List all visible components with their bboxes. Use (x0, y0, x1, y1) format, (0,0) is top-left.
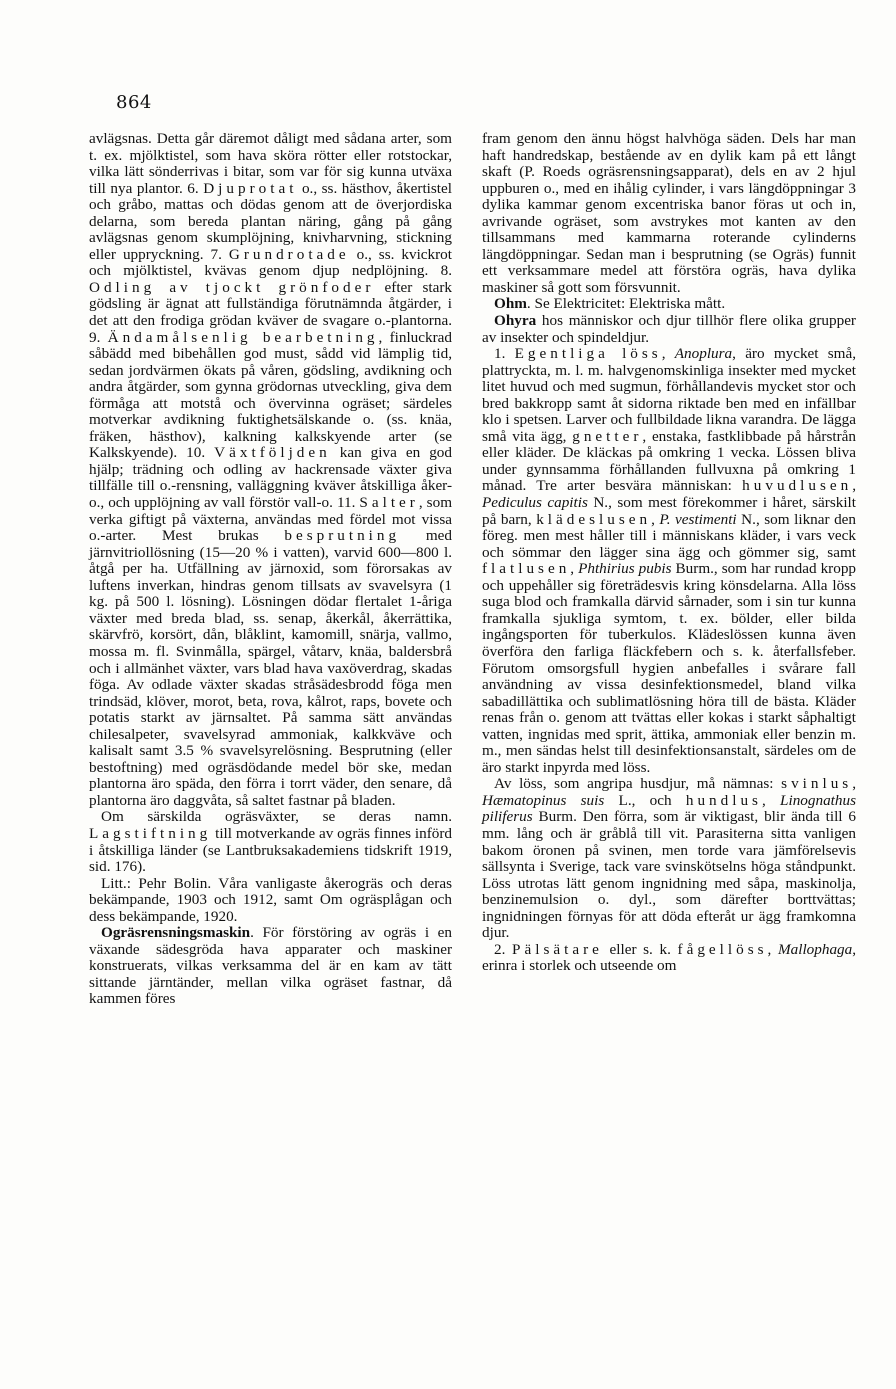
text-run: N., som mest förekommer i håret, särskilt på barn, (482, 494, 856, 528)
spaced-term: Odling av tjockt grönfoder (89, 278, 375, 296)
spaced-term: gnetter (572, 427, 643, 445)
paragraph (482, 346, 856, 776)
spaced-term: besprutning (284, 527, 401, 545)
text-run: o., ss. hästhov, åkertistel och gråbo, mattas och dödas genom att de överjordiska delarna, som bereda plantan näring, gång på gång avlägsnas genom skumplöjning, knivharvning, stickning eller uppryckning. 7. (89, 179, 452, 263)
text-run: 1. (494, 345, 515, 363)
text-run: , finluckrad såbädd med bibehållen god must, sådd vid lämplig tid, sedan jordvärmen ökats på våren, gödsling, avdikning och andra åtgärder, som gynna grödornas utveckling, giva dem förmåga att motstå och övervinna ogräset; särdeles motverkar avdikning fuktighetsälskande o. (ss. knäa, fräken, hästhov), kalkning kalkskyende arter (se Kalkskyende). 10. (89, 328, 452, 462)
page-number: 864 (116, 92, 152, 113)
paragraph (482, 942, 856, 975)
paragraph (482, 296, 856, 313)
text-run: o., ss. kvickrot och mjölktistel, kvävas genom djup nedplöjning. 8. (89, 245, 452, 280)
entry-headword: Ohyra (494, 312, 537, 330)
text-run: , (651, 510, 660, 528)
spaced-term: huvudlusen (742, 477, 853, 495)
paragraph (482, 776, 856, 941)
entry-headword: Ohm (494, 295, 527, 313)
spaced-term: Ändamålsenlig bearbetning (107, 328, 379, 346)
text-run: Burm., som har rundad kropp och uppehåller sig företrädesvis kring könsdelarna. Alla löss suga blod och framkalla därvid sårnader, som i sin tur kunna framkalla sjukliga symtom, t. ex. bölder, eller bilda ingångsporten för tuberkulos. Klädeslössen kunna även överföra den farliga fläckfebern och s. k. återfallsfeber. Förutom omsorgsfull hygien anbefalles i svårare fall användning av vissa desinfektionsmedel, bland vilka sabadillättika och sublimatlösning höra till de bästa. Kläder renas från o. genom att tvättas eller kokas i starkt såphaltigt vatten, ingnidas med sprit, ättika, ammoniak eller benzin m. m., men sändas helst till desinfektionsanstalt, särdeles om de äro starkt inpyrda med löss. (482, 560, 857, 776)
paragraph (482, 313, 856, 346)
text-run: eller s. k. (602, 940, 678, 958)
spaced-term: Salter (359, 494, 419, 512)
left-text-column (89, 131, 452, 1008)
latin-name: P. vestimenti (659, 510, 737, 528)
text-run: kan giva en god hjälp; trädning och odling av hackrensade växter giva tillfälle till o.-rensning, valläggning kväver åtskilliga åker-o., och upplöjning av vall förstör vall-o. 11. (89, 444, 452, 512)
text-run: , (852, 775, 856, 793)
text-run: , enstaka, fastklibbade på hårstrån eller kläder. De kläckas på omkring 1 vecka. Lössen bliva under gynnsamma förhållanden fullvuxna på omkring 1 månad. Tre arter besvära människan: (482, 427, 856, 495)
text-run: Av löss, som angripa husdjur, må nämnas: (494, 775, 782, 793)
text-run: , (767, 940, 778, 958)
text-run: . Se Elektricitet: Elektriska mått. (526, 295, 726, 313)
text-run: Om särskilda ogräsväxter, se deras namn. (101, 808, 452, 826)
paragraph (89, 131, 452, 809)
spaced-term: fågellöss (677, 940, 768, 958)
latin-name: Pediculus capitis (482, 494, 588, 512)
text-run: fram genom den ännu högst halvhöga säden. Dels har man haft handredskap, bestående av en dylik kam på ett långt skaft (P. Roeds ogräsrensningsapparat), dels en av 2 hjul uppburen o., med en ihålig cylinder, i vars längdöppningar 3 dylika kammar genom excentriska banor föras ut och in, avrivande ogräset, som avstrykes mot kanten av den tillsammans med kammarna roterande cylinderns längdöppningar. Sedan man i besprutning (se Ogräs) funnit ett verksammare medel att förstöra ogräs, hava dylika maskiner så gott som försvunnit. (482, 130, 856, 296)
text-run: 2. (494, 940, 513, 958)
text-run: , (852, 477, 856, 495)
text-run: , äro mycket små, plattryckta, m. l. m. halvgenomskinliga insekter med mycket litet huvud och med sugmun, förhållandevis mycket stor och bred bakkropp samt åt sidorna riktade ben med en infällbar klo i spetsen. Larver och fullbildade likna varandra. De lägga små vita ägg, (482, 345, 857, 445)
paragraph (482, 131, 856, 296)
text-run: , som verka giftigt på växterna, användas med fördel mot vissa o.-arter. Mest brukas (89, 494, 453, 545)
text-run: Litt.: Pehr Bolin. Våra vanligaste åkerogräs och deras bekämpande, 1903 och 1912, samt Om ogräsplågan och dess bekämpande, 1920. (89, 874, 452, 925)
paragraph (89, 809, 452, 875)
latin-name: Linognathus piliferus (482, 791, 856, 826)
spaced-term: hundlus (685, 791, 762, 809)
spaced-term: Pälsätare (512, 940, 603, 958)
text-run: . För förstöring av ogräs i en växande sädesgröda hava apparater och maskiner konstruerats, vilkas verksamma del är en kam av tätt sittande järntänder, mellan vilka ogräset fastnar, då kammen föres (89, 924, 452, 1008)
entry-headword: Ogräsrensningsmaskin (101, 924, 251, 942)
paragraph (89, 925, 452, 1008)
latin-name: Mallophaga (777, 940, 853, 958)
text-run: Burm. Den förra, som är viktigast, blir ända till 6 mm. lång och är gråblå till vit. Parasiterna sitta vanligen bakom öronen på svinen, men torde vara jämförelsevis sällsynta i Sverige, tack vare svinskötselns höga ståndpunkt. Löss utrotas lätt genom ingnidning med såpa, maskinolja, benzinemulsion o. dyl., som därefter borttvättas; ingnidningen förnyas för att döda efteråt ur ägg framkomna djur. (482, 808, 856, 942)
spaced-term: flatlusen (482, 560, 571, 578)
right-text-column (482, 131, 856, 975)
text-run: med järnvitriollösning (15—20 % i vatten), varvid 600—800 l. åtgå per ha. Utfällning av järnoxid, som förorsakas av luftens inverkan, hindras genom tillsats av svavelsyra (1 kg. på 500 l. lösning). Lösningen dödar flertalet 1-åriga växter med breda blad, ss. senap, åkerkål, åkerrättika, skärvfrö, korsört, dån, blåklint, kamomill, snärja, vallmo, mossa m. fl. Svinmålla, spärgel, våtarv, knäa, baldersbrå och i allmänhet växter, vars blad hava vaxöverdrag, skadas föga. Av odlade växter skadas stråsädesbrodd föga men trindsäd, klöver, morot, beta, rova, kålrot, raps, bovete och potatis starkt av järnsaltet. På samma sätt användas chilesalpeter, svavelsyrad ammoniak, kalkkväve och kalisalt samt 3.5 % svavelsyrelösning. Besprutning (eller bestoftning) med ogräsdödande medel bör ske, medan plantorna äro späda, den förra i torrt väder, den senare, då plantorna äro daggvåta, så saltet fastnar på bladen. (89, 527, 452, 809)
text-run: , (570, 560, 579, 578)
text-run: , erinra i storlek och utseende om (482, 940, 857, 975)
text-run: , (661, 345, 675, 363)
text-run: , (761, 791, 781, 809)
text-run: hos människor och djur tillhör flere olika grupper av insekter och spindeldjur. (482, 312, 856, 346)
spaced-term: Egentliga löss (514, 345, 662, 363)
spaced-term: Lagstiftning (89, 824, 212, 842)
text-run: efter stark gödsling är ägnat att fullständiga förutnämnda åtgärder, i det att den frodiga grödan kväver de svagare o.-plantorna. 9. (89, 278, 452, 346)
paragraph (89, 876, 452, 926)
spaced-term: Växtföljden (214, 444, 331, 462)
spaced-term: Grundrotade (228, 245, 350, 263)
text-run: L., och (604, 791, 686, 809)
text-run: avlägsnas. Detta går däremot dåligt med sådana arter, som t. ex. mjölktistel, som hava sköra rötter eller rotstockar, vilka lätt sönderrivas i bitar, som var för sig kunna utväxa till nya plantor. 6. (89, 130, 452, 197)
spaced-term: Djuprotat (203, 179, 298, 197)
spaced-term: klädeslusen (536, 510, 652, 528)
latin-name: Phthirius pubis (578, 560, 672, 578)
latin-name: Hæmatopinus suis (482, 791, 605, 809)
text-run: N., som liknar den föreg. men mest håller till i människans kläder, i vars veck och sömmar den lägger sina ägg och gömmer sig, samt (482, 510, 857, 561)
latin-name: Anoplura (674, 345, 733, 363)
text-run: till motverkande av ogräs finnes införd i åtskilliga länder (se Lantbruksakademiens tidskrift 1919, sid. 176). (89, 824, 452, 876)
spaced-term: svinlus (781, 775, 853, 793)
